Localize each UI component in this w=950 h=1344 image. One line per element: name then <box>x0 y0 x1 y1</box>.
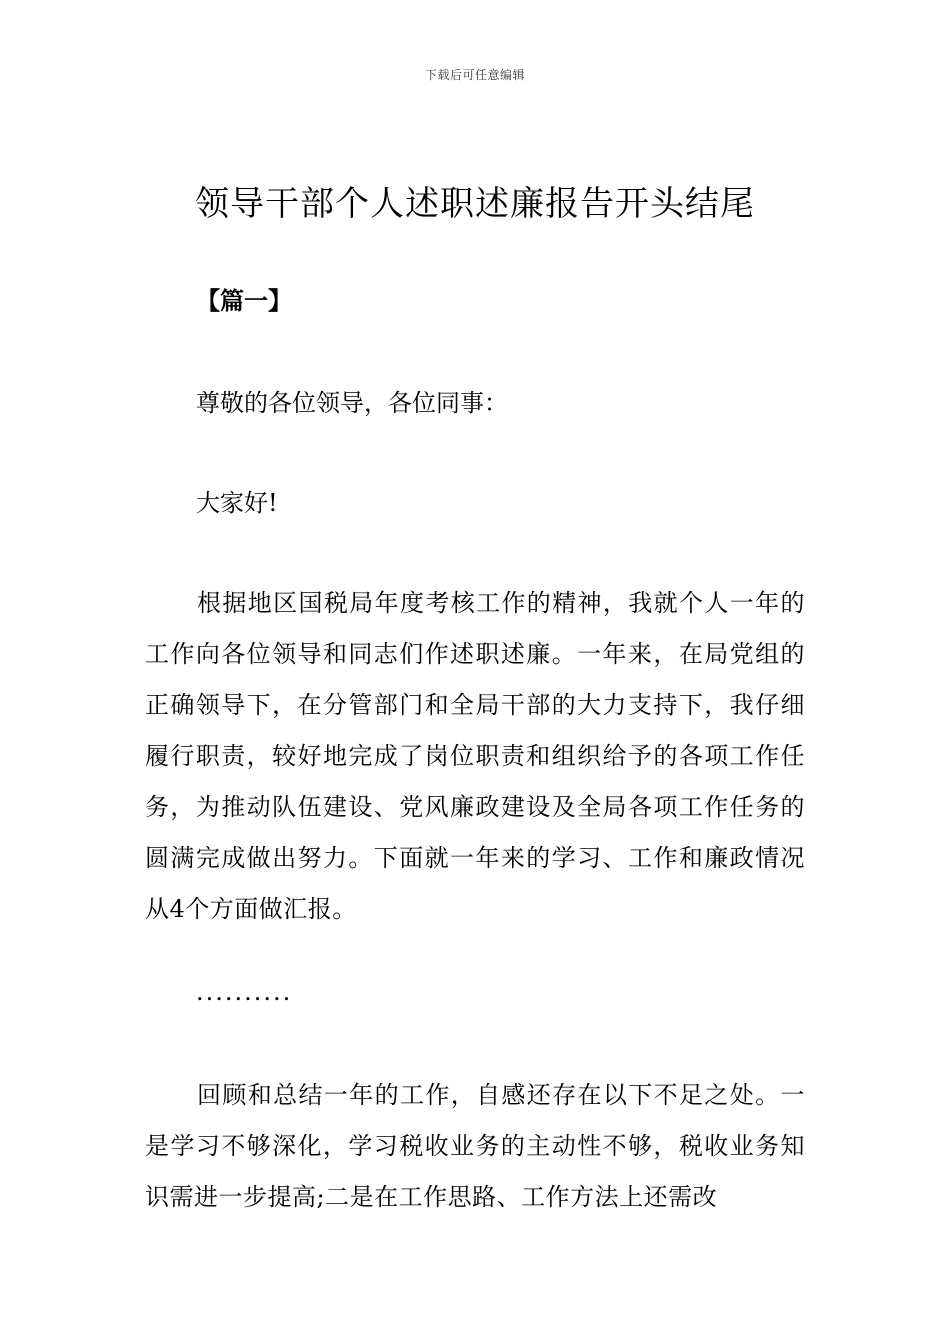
section-label: 【篇一】 <box>196 287 292 315</box>
header-note: 下载后可任意编辑 <box>424 68 525 82</box>
body-paragraph-1: 根据地区国税局年度考核工作的精神，我就个人一年的工作向各位领导和同志们作述职述廉。一年来，在局党组的正确领导下，在分管部门和全局干部的大力支持下，我仔细履行职责，较好地完成了岗位职责和组织给予的各项工作任务，为推动队伍建设、党风廉政建设及全局各项工作任务的圆满完成做出努力。下面就一年来的学习、工作和廉政情况从4个方面做汇报。 <box>145 589 805 923</box>
ellipsis-separator: .......... <box>196 978 293 1006</box>
greeting: 大家好! <box>196 489 278 517</box>
document-title: 领导干部个人述职述廉报告开头结尾 <box>195 184 755 224</box>
body-paragraph-2: 回顾和总结一年的工作，自感还存在以下不足之处。一是学习不够深化，学习税收业务的主动性不够，税收业务知识需进一步提高;二是在工作思路、工作方法上还需改 <box>145 1081 805 1211</box>
salutation: 尊敬的各位领导，各位同事： <box>196 389 508 417</box>
